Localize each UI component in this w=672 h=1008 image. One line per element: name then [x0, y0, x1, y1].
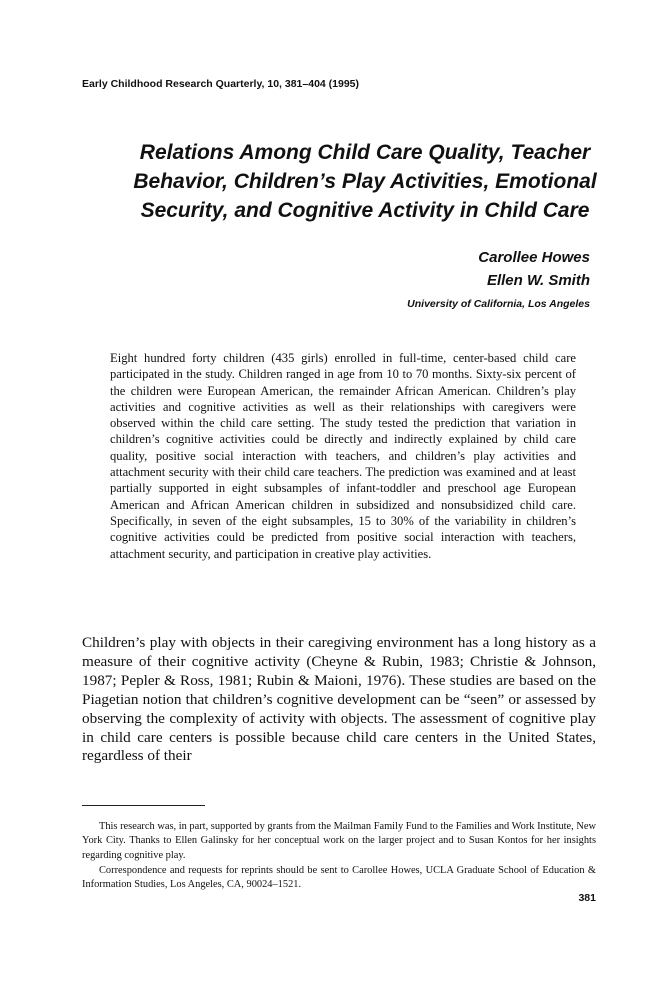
footnote-divider: [82, 805, 205, 806]
author-2: Ellen W. Smith: [486, 272, 590, 289]
author-1: Carollee Howes: [478, 249, 590, 266]
abstract: Eight hundred forty children (435 girls) enrolled in full-time, center-based child care participated in the study. Children ranged in age from 10 to 70 months. Sixty-six percent of the children were European American, the remainder African American. Children’s play activities and cognitive activities as well as their relationships with caregivers were observed within the child care setting. The study tested the prediction that variation in children’s cognitive activities could be directly and indirectly explained by child care quality, positive social interaction with teachers, and children’s play activities and attachment security with their child care teachers. The prediction was examined and at least partially supported in eight subsamples of infant-toddler and preschool age European American and African American children in subsidized and nonsubsidized child care. Specifically, in seven of the eight subsamples, 15 to 30% of the variability in children’s cognitive activities could be predicted from positive social interaction with teachers, attachment security, and participation in creative play activities.: [110, 351, 576, 561]
article-title: Relations Among Child Care Quality, Teacher Behavior, Children’s Play Activities, Emotional Security, and Cognitive Activity in Child Care: [133, 141, 597, 222]
page-number: 381: [578, 892, 596, 904]
footnote-funding: This research was, in part, supported by grants from the Mailman Family Fund to the Families and Work Institute, New York City. Thanks to Ellen Galinsky for her conceptual work on the larger project and to Susan Kontos for her insights regarding cognitive play.: [82, 821, 596, 861]
footnote-correspondence: Correspondence and requests for reprints should be sent to Carollee Howes, UCLA Graduate School of Education & Information Studies, Los Angeles, CA, 90024–1521.: [82, 865, 596, 891]
journal-citation: Early Childhood Research Quarterly, 10, 381–404 (1995): [82, 78, 360, 90]
body-paragraph: Children’s play with objects in their caregiving environment has a long history as a measure of their cognitive activity (Cheyne & Rubin, 1983; Christie & Johnson, 1987; Pepler & Ross, 1981; Rubin & Maioni, 1976). These studies are based on the Piagetian notion that children’s cognitive development can be “seen” or assessed by observing the complexity of activity with objects. The assessment of cognitive play in child care centers is possible because child care centers in the United States, regardless of their: [82, 634, 596, 765]
author-affiliation: University of California, Los Angeles: [407, 298, 590, 310]
